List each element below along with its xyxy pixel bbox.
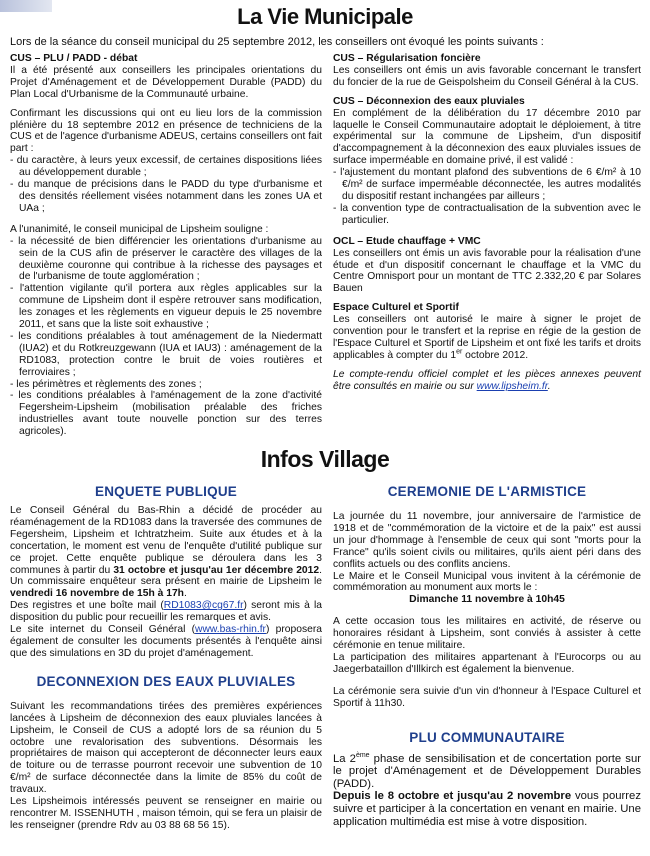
enquete-text: Des registres et une boîte mail ( [10, 600, 164, 612]
plu-text: phase de sensibilisation et de concertation porte sur le projet d'Aménagement et de Développement Durables (PADD). [333, 752, 641, 790]
municipal-right-column [333, 53, 641, 400]
armistice-date: Dimanche 11 novembre à 10h45 [409, 594, 565, 606]
espace-text-part: Les conseillers ont autorisé le maire à signer le projet de convention pour le transfert et la reprise en régie de la gestion de l'Espace Culturel et Sportif de Lipsheim et ont fixé les tarifs et droits applicables à compter du 1 [333, 314, 641, 361]
plu-communautaire-p2 [333, 790, 641, 828]
plu-debat-text: Il a été présenté aux conseillers les principales orientations du Projet d'Aménagement et de Développement Durable (PADD) du Plan Local d'Urbanisme de la Communauté urbaine. [10, 64, 322, 100]
compte-rendu-note [333, 369, 641, 393]
compte-rendu-text: Le compte-rendu officiel complet et les pièces annexes peuvent être consultés en mairie ou sur [333, 368, 641, 392]
armistice-p1: La journée du 11 novembre, jour anniversaire de l'armistice de 1918 et de "commémoration de la victoire et de la paix" est aussi un jour d'hommage à l'ensemble de ceux qui sont "morts pour la France" qu'ils soient civils ou militaires, qu'ils aient péri dans des conflits actuels ou des conflits anciens. [333, 511, 641, 570]
deconnexion-text: En complément de la délibération du 17 décembre 2010 par laquelle le Conseil Communautaire adoptait le déploiement, à titre expérimental sur la commune de Lipsheim, d'un dispositif d'accompagnement à la déconnexion des eaux pluviales issues de surface imperméable en domaine privé, il est validé : [333, 107, 641, 167]
municipal-title: La Vie Municipale [237, 4, 413, 29]
compte-rendu-end: . [547, 380, 551, 392]
municipal-left-column [10, 53, 322, 438]
deconnexion-village-p1: Suivant les recommandations tirées des premières expériences lancées à Lipsheim de déconnexion des eaux pluviales lancées à Lipsheim, le Conseil de CUS a adopté lors de sa réunion du 5 octobre une revalorisation des subventions. Désormais les propriétaires de maison qui accepteront de déconnecter leurs eaux de toiture ou de terrasse pourront recevoir une subvention de 10 €/m² de surface déconnectée dans la limite de 85% du coût de travaux. [10, 700, 322, 796]
espace-text [333, 314, 641, 362]
plu-text: La 2 [333, 752, 356, 765]
enquete-title: ENQUETE PUBLIQUE [95, 484, 237, 499]
enquete-text: . Un commissaire enquêteur sera présent en mairie de Lipsheim le [10, 564, 322, 588]
plu-text: vous pourrez suivre et participer à la concertation en venant en mairie. Une application multimédia est mise à votre disposition. [333, 790, 641, 828]
enquete-text: . [183, 588, 187, 600]
armistice-title: CEREMONIE DE L'ARMISTICE [387, 484, 587, 499]
armistice-p3: A cette occasion tous les militaires en activité, de réserve ou honoraires résidant à Lipsheim, sont conviés à assister à cette cérémonie en tenue militaire. [333, 616, 641, 652]
plu-remarks-list [10, 155, 322, 215]
village-title: Infos Village [260, 446, 390, 472]
municipal-intro: Lors de la séance du conseil municipal du 25 septembre 2012, les conseillers ont évoqué les points suivants : [10, 36, 544, 48]
list-item: - du manque de précisions dans le PADD du type d'urbanisme et des densités réellement visées notamment dans les zones UA et UAa ; [10, 179, 322, 214]
enquete-text: Le Conseil Général du Bas-Rhin a décidé de procéder au réaménagement de la RD1083 dans la traversée des communes de Fegersheim, Lipsheim et Ichtratzheim. Suite aux études et à la concertation, le moment est venu de l'enquête d'utilité publique sur ce projet. Cette enquête publique se déroulera dans les 3 communes à partir du [10, 505, 322, 576]
list-item: - l'attention vigilante qu'il portera aux règles applicables sur la commune de Lipsheim dont il espère retrouver sans modification, les zonages et les règlements en vigueur depuis le 25 novembre 2011, et sans que la liste soit exhaustive ; [10, 283, 322, 331]
enquete-text: ) seront mis à la disposition du public pour recueillir les remarques et avis. [10, 600, 322, 624]
email-link[interactable]: RD1083@cg67.fr [163, 600, 244, 612]
plu-communautaire-p1 [333, 753, 641, 791]
list-item: - l'ajustement du montant plafond des subventions de 6 €/m² à 10 €/m² de surface imperméable déconnectée, les autres modalités du dispositif restant inchangées par ailleurs ; [333, 167, 641, 202]
enquete-p1 [10, 505, 322, 600]
armistice-p2: Le Maire et le Conseil Municipal vous invitent à la cérémonie de commémoration au monument aux morts le : [333, 570, 641, 594]
deconnexion-village-p2: Les Lipsheimois intéressés peuvent se renseigner en mairie ou rencontrer M. ISSENHUTH , maison témoin, qui se fera un plaisir de les renseigner (prendre Rdv au 03 88 68 56 15). [10, 796, 322, 831]
plu-dates: Depuis le 8 octobre et jusqu'au 2 novembre [333, 790, 572, 803]
armistice-p4: La participation des militaires appartenant à l'Eurocorps ou au Jaegerbataillon d'Illkirch est également la bienvenue. [333, 651, 641, 675]
bas-rhin-link[interactable]: www.bas-rhin.fr [195, 624, 266, 636]
list-item: - la convention type de contractualisation de la subvention avec le particulier. [333, 202, 641, 226]
ocl-heading: OCL – Etude chauffage + VMC [333, 235, 481, 247]
list-item: - les conditions préalables à tout aménagement de la Niedermatt (IUA2) et du Rotkreuzgewann (IUA et IAU3) : aménagement de la RD1083, protection contre le bruit de voies routières et ferroviaires ; [10, 330, 322, 378]
plu-debat-heading: CUS – PLU / PADD - débat [10, 53, 138, 64]
espace-text-part: octobre 2012. [462, 349, 529, 361]
deconnexion-list [333, 167, 641, 227]
list-item: - la nécessité de bien différencier les orientations d'urbanisme au sein de la CUS afin de préserver le caractère des villages de la deuxième couronne qui contribue à la richesse des paysages et de l'urbanisme de toute agglomération ; [10, 235, 322, 283]
armistice-p5: La cérémonie sera suivie d'un vin d'honneur à l'Espace Culturel et Sportif à 11h30. [333, 685, 641, 709]
espace-text-sup: er [456, 348, 463, 356]
ocl-text: Les conseillers ont émis un avis favorable pour la réalisation d'une étude et d'un dispositif concernant le chauffage et la VMC du Centre Omnisport pour un montant de TTC 2.332,20 € par Solares Bauen [333, 247, 641, 295]
deconnexion-village-title: DECONNEXION DES EAUX PLUVIALES [36, 673, 296, 689]
village-left-column [10, 484, 322, 839]
plu-unanimite: A l'unanimité, le conseil municipal de Lipsheim souligne : [10, 223, 269, 235]
plu-debat-confirm: Confirmant les discussions qui ont eu lieu lors de la commission plénière du 18 septembre 2012 en présence de techniciens de la CUS et de l'agence d'urbanisme ADEUS, certains conseillers ont fait part : [10, 107, 322, 155]
fonciere-text: Les conseillers ont émis un avis favorable concernant le transfert du foncier de la rue de Geispolsheim du Conseil Général à la CUS. [333, 64, 641, 88]
village-right-column [333, 484, 641, 835]
list-item: - les périmètres et règlements des zones ; [10, 378, 202, 390]
plu-soulignements-list [10, 236, 322, 438]
enquete-text: Le site internet du Conseil Général ( [10, 624, 196, 636]
fonciere-heading: CUS – Régularisation foncière [333, 53, 481, 64]
list-item: - du caractère, à leurs yeux excessif, de certaines dispositions liées au développement durable ; [10, 155, 322, 179]
enquete-permanence: vendredi 16 novembre de 15h à 17h [10, 588, 184, 600]
espace-heading: Espace Culturel et Sportif [333, 302, 459, 314]
enquete-p3 [10, 624, 322, 660]
deconnexion-heading: CUS – Déconnexion des eaux pluviales [333, 95, 525, 107]
lipsheim-link[interactable]: www.lipsheim.fr [476, 380, 548, 392]
plu-sup: ème [355, 751, 370, 759]
enquete-p2 [10, 600, 322, 624]
plu-communautaire-title: PLU COMMUNAUTAIRE [409, 729, 565, 745]
list-item: - les conditions préalables à l'aménagement de la zone d'activité Fegersheim-Lipsheim (mobilisation préalable des friches industrielles avant toute nouvelle ponction sur des terres agricoles). [10, 390, 322, 438]
enquete-text: ) proposera également de consulter les documents présentés à l'enquête ainsi que des simulations en 3D du projet d'aménagement. [10, 624, 323, 659]
enquete-dates: 31 octobre et jusqu'au 1er décembre 2012 [113, 564, 320, 576]
